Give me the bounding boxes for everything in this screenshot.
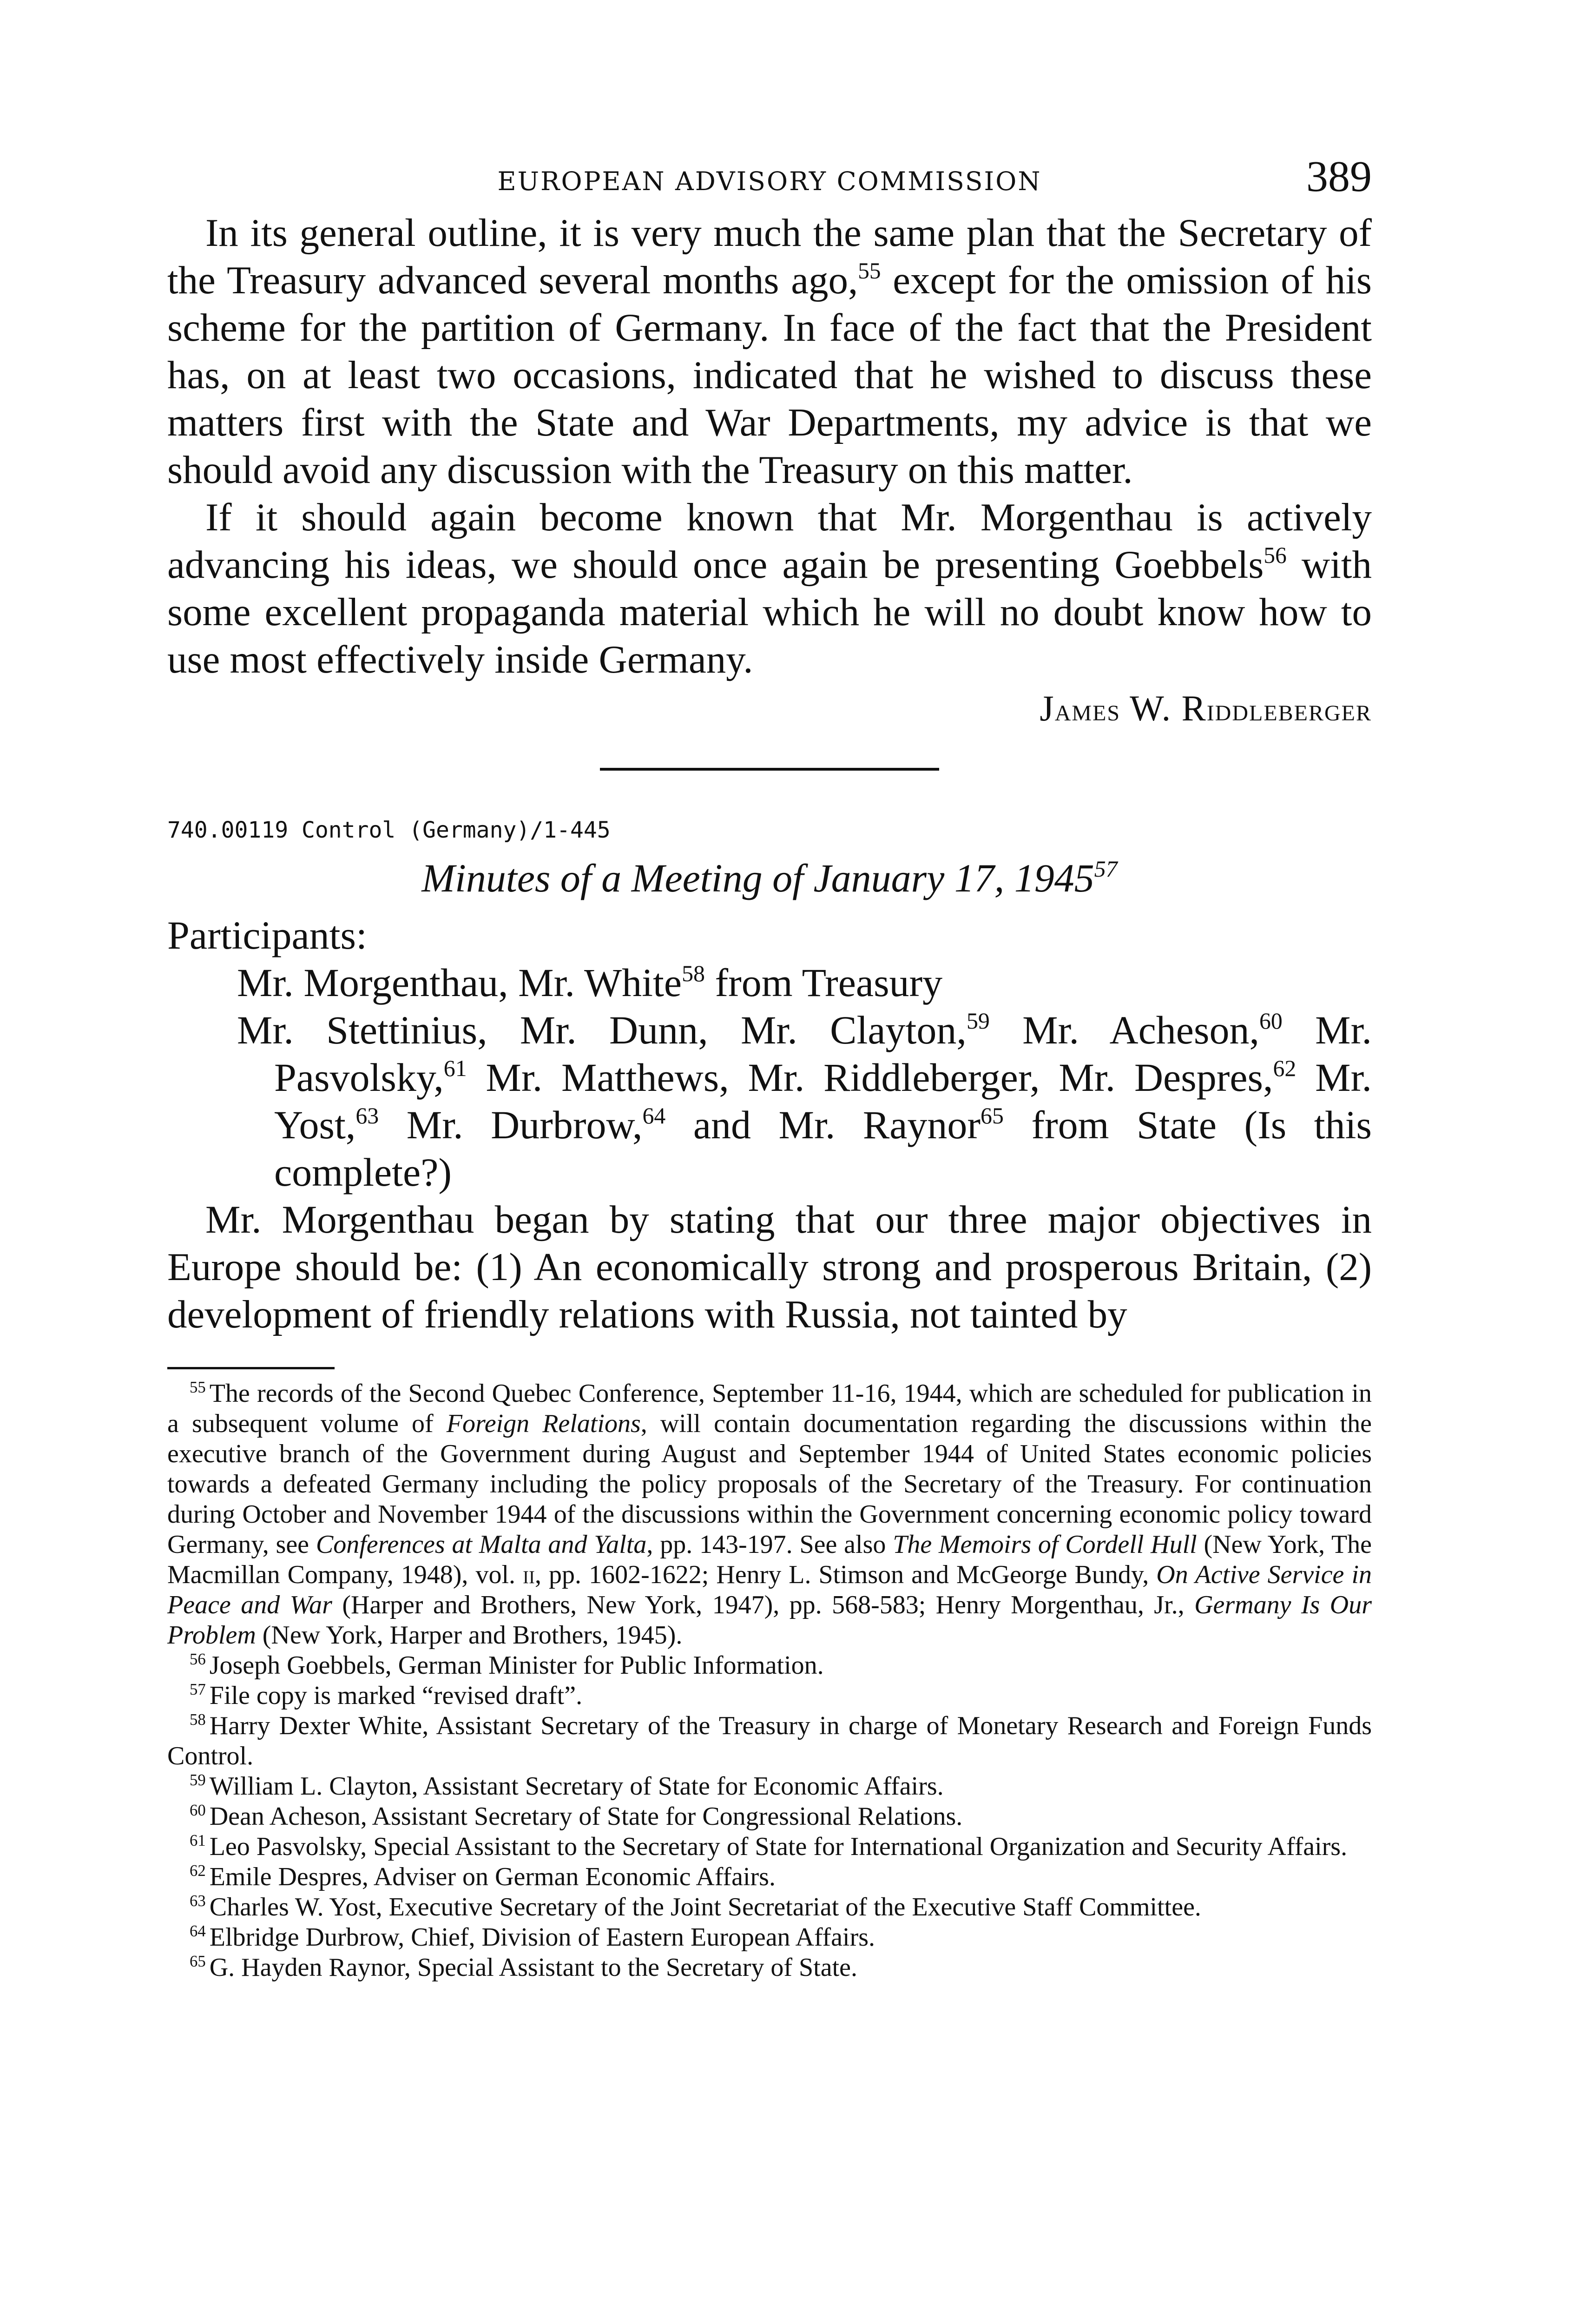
participants-text: from State (Is this complete?) (274, 1103, 1372, 1195)
footnote-reference: 59 (966, 1008, 990, 1034)
document-page (167, 139, 1372, 1983)
body-paragraph: Mr. Morgenthau began by stating that our three major objectives in Europe should be: (1) An economically strong and prosperous Britain, (2) development of friendly relations with Russia, not tainted by (167, 1198, 1372, 1336)
footnote-text: , pp. 143-197. See also (646, 1530, 893, 1559)
signature-text: W. (1120, 688, 1182, 728)
footnote-number: 63 (190, 1892, 206, 1910)
footnote-text: Emile Despres, Adviser on German Economic Affairs. (209, 1862, 776, 1891)
participants-text: Mr. Matthews, Mr. Riddleberger, Mr. Despres, (467, 1055, 1273, 1100)
participants-state (167, 1006, 1372, 1196)
footnote-reference: 58 (682, 960, 705, 986)
footnote-number: 58 (190, 1710, 206, 1729)
footnote-text: Joseph Goebbels, German Minister for Public Information. (209, 1651, 824, 1680)
footnote-text: Leo Pasvolsky, Special Assistant to the Secretary of State for International Organization and Security Affairs. (209, 1832, 1348, 1861)
footnote-text: The records of the Second Quebec Conference, September 11-16, 1944, which are scheduled for publication in a subsequent volume of (167, 1379, 1372, 1438)
participants-label: Participants: (167, 913, 367, 957)
participants-text: Mr. Durbrow, (379, 1103, 643, 1147)
paragraph-text: If it should again become known that Mr. Morgenthau is actively advancing his ideas, we should once again be presenting Goebbels (167, 495, 1372, 587)
footnote-number: 64 (190, 1922, 206, 1941)
footnote-text: Dean Acheson, Assistant Secretary of State for Congressional Relations. (209, 1802, 963, 1831)
signature (167, 685, 1372, 733)
footnote-64 (167, 1922, 1372, 1953)
footnote-text: Elbridge Durbrow, Chief, Division of Eastern European Affairs. (209, 1923, 875, 1952)
footnote-text: File copy is marked “revised draft”. (209, 1681, 583, 1710)
footnote-number: 56 (190, 1650, 206, 1669)
footnote-number: 61 (190, 1831, 206, 1850)
footnotes (167, 1379, 1372, 1983)
footnote-text: (New York, The Macmillan Company, 1948), vol. (167, 1530, 1372, 1589)
body-paragraph (167, 494, 1372, 683)
footnote-number: 55 (190, 1378, 206, 1397)
footnote-italic: On Active Service in Peace and War (167, 1560, 1372, 1619)
footnote-57 (167, 1681, 1372, 1711)
footnote-number: 59 (190, 1771, 206, 1789)
file-number: 740.00119 Control (Germany)/1-445 (167, 817, 611, 843)
footnote-text: Harry Dexter White, Assistant Secretary of the Treasury in charge of Monetary Research and Foreign Funds Control. (167, 1711, 1372, 1770)
participants-text: Mr. Stettinius, Mr. Dunn, Mr. Clayton, (237, 1008, 967, 1052)
footnote-reference: 62 (1273, 1055, 1296, 1081)
footnote-55 (167, 1379, 1372, 1651)
participants-text: and Mr. Raynor (665, 1103, 981, 1147)
running-header (167, 139, 1372, 209)
footnote-text: , will contain documentation regarding the discussions within the executive branch of the Government during August and September 1944 of United States economic policies towards a defeated Germany including the policy proposals of the Secretary of the Treasury. For continuation during October and November 1944 of the discussions within the Government concerning economic policy toward Germany, see (167, 1409, 1372, 1559)
footnote-number: 57 (190, 1680, 206, 1699)
footnote-number: 60 (190, 1801, 206, 1820)
signature-initial: J (1040, 688, 1055, 728)
footnote-divider (167, 1367, 335, 1369)
footnote-reference: 61 (443, 1055, 467, 1081)
footnote-reference: 55 (858, 258, 881, 284)
footnote-reference: 60 (1259, 1008, 1283, 1034)
paragraph-text: with some excellent propaganda material which he will no doubt know how to use most effectively inside Germany. (167, 543, 1372, 681)
participants-block (167, 911, 1372, 1196)
footnote-62 (167, 1862, 1372, 1892)
page-number: 389 (1306, 152, 1372, 201)
signature-text: iddleberger (1206, 692, 1372, 727)
footnote-60 (167, 1802, 1372, 1832)
section-divider (600, 768, 939, 771)
signature-text: ames (1054, 692, 1121, 727)
minutes-body (167, 1196, 1372, 1338)
signature-initial: R (1181, 688, 1207, 728)
document-title (167, 852, 1372, 904)
footnote-text: (Harper and Brothers, New York, 1947), pp. 568-583; Henry Morgenthau, Jr., (332, 1591, 1195, 1619)
participants-text: Mr. Acheson, (989, 1008, 1259, 1052)
participants-text: from Treasury (704, 960, 943, 1005)
footnote-reference: 56 (1264, 542, 1287, 568)
paragraph-text: except for the omission of his scheme for the partition of Germany. In face of the fact that the President has, on at least two occasions, indicated that he wished to discuss these matters first with the State and War Departments, my advice is that we should avoid any discussion with the Treasury on this matter. (167, 258, 1372, 492)
footnote-reference: 63 (355, 1103, 379, 1129)
footnote-text: William L. Clayton, Assistant Secretary of State for Economic Affairs. (209, 1772, 944, 1801)
footnote-reference: 64 (642, 1103, 666, 1129)
participants-treasury (167, 959, 1372, 1006)
footnote-italic: Foreign Relations (446, 1409, 641, 1438)
footnote-italic: Conferences at Malta and Yalta (316, 1530, 647, 1559)
document-title-text: Minutes of a Meeting of January 17, 1945 (421, 856, 1094, 900)
running-title: EUROPEAN ADVISORY COMMISSION (497, 166, 1042, 196)
paragraph-text: In its general outline, it is very much the same plan that the Secretary of the Treasury advanced several months ago, (167, 211, 1372, 302)
footnote-italic: The Memoirs of Cordell Hull (893, 1530, 1197, 1559)
footnote-reference: 57 (1094, 856, 1118, 882)
participants-text: Mr. Yost, (274, 1055, 1372, 1147)
footnote-56 (167, 1651, 1372, 1681)
letter-body (167, 209, 1372, 683)
footnote-text: Charles W. Yost, Executive Secretary of the Joint Secretariat of the Executive Staff Committee. (209, 1893, 1201, 1921)
footnote-63 (167, 1892, 1372, 1922)
footnote-text: (New York, Harper and Brothers, 1945). (256, 1621, 683, 1650)
footnote-italic: Germany Is Our Problem (167, 1591, 1372, 1650)
footnote-reference: 65 (981, 1103, 1004, 1129)
footnote-volume: ii (523, 1560, 535, 1589)
participants-text: Mr. Morgenthau, Mr. White (237, 960, 682, 1005)
footnote-text: , pp. 1602-1622; Henry L. Stimson and McGeorge Bundy, (535, 1560, 1157, 1589)
footnote-text: G. Hayden Raynor, Special Assistant to the Secretary of State. (209, 1953, 858, 1982)
participants-text: Mr. Pasvolsky, (274, 1008, 1372, 1100)
footnote-59 (167, 1771, 1372, 1802)
footnote-number: 62 (190, 1862, 206, 1880)
footnote-number: 65 (190, 1952, 206, 1971)
footnote-65 (167, 1953, 1372, 1983)
footnote-61 (167, 1832, 1372, 1862)
body-paragraph (167, 209, 1372, 494)
footnote-58 (167, 1711, 1372, 1771)
